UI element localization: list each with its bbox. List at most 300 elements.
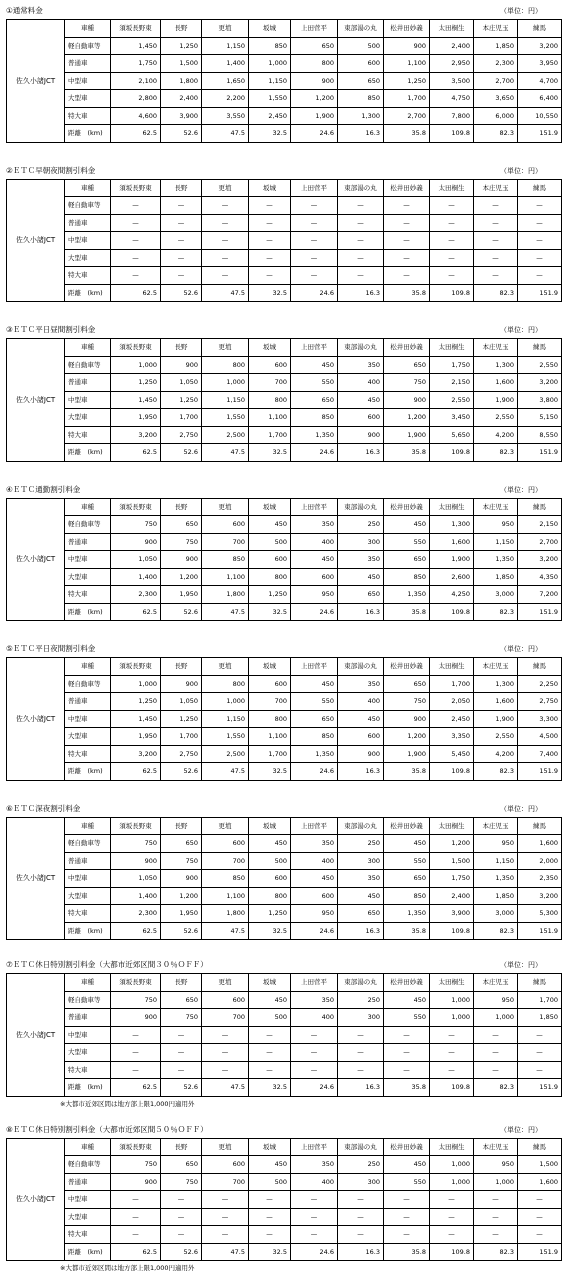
fare-cell: — (291, 1044, 338, 1062)
ic-name: 佐久小諸JCT (7, 658, 65, 781)
fare-cell: — (474, 1226, 518, 1244)
distance-cell: 32.5 (249, 284, 291, 302)
destination-header: 上田菅平 (291, 658, 338, 676)
fare-section (0, 1123, 550, 1273)
fare-cell: 2,300 (111, 905, 161, 923)
fare-cell: — (338, 249, 384, 267)
header-row (7, 1138, 562, 1156)
fare-cell: 900 (161, 870, 202, 888)
fare-cell: 2,400 (430, 37, 474, 55)
destination-header: 本庄児玉 (474, 20, 518, 38)
fare-cell: 1,700 (161, 728, 202, 746)
fare-cell: 750 (161, 1173, 202, 1191)
fare-cell: — (161, 1044, 202, 1062)
fare-cell: — (430, 1208, 474, 1226)
header-row (7, 658, 562, 676)
fare-cell: 600 (249, 551, 291, 569)
vehicle-type: 大型車 (65, 887, 111, 905)
fare-cell: 400 (291, 533, 338, 551)
distance-cell: 82.3 (474, 125, 518, 143)
ic-name: 佐久小諸JCT (7, 339, 65, 462)
fare-cell: 3,800 (518, 391, 562, 409)
destination-header: 練馬 (518, 179, 562, 197)
distance-cell: 62.5 (111, 1243, 161, 1261)
fare-cell: — (111, 1044, 161, 1062)
fare-cell: 3,200 (518, 887, 562, 905)
fare-cell: 850 (384, 568, 430, 586)
distance-cell: 109.8 (430, 444, 474, 462)
vehicle-type: 普通車 (65, 852, 111, 870)
unit-label: （単位：円） (500, 643, 542, 655)
fare-cell: 1,700 (249, 745, 291, 763)
fare-cell: 1,400 (111, 887, 161, 905)
fare-cell: 400 (291, 1173, 338, 1191)
vehicle-type: 中型車 (65, 72, 111, 90)
destination-header: 更埴 (202, 20, 249, 38)
fare-cell: 500 (249, 1173, 291, 1191)
table-row (7, 835, 562, 853)
fare-cell: 2,400 (430, 887, 474, 905)
fare-cell: 1,050 (161, 693, 202, 711)
table-row (7, 214, 562, 232)
fare-cell: — (338, 1208, 384, 1226)
fare-cell: 600 (338, 728, 384, 746)
fare-cell: 450 (291, 870, 338, 888)
ic-name: 佐久小諸JCT (7, 974, 65, 1097)
fare-cell: — (111, 1061, 161, 1079)
fare-cell: 700 (202, 533, 249, 551)
destination-header: 更埴 (202, 1138, 249, 1156)
fare-cell: 4,200 (474, 426, 518, 444)
destination-header: 太田桐生 (430, 179, 474, 197)
ic-name: 佐久小諸JCT (7, 179, 65, 302)
distance-cell: 52.6 (161, 125, 202, 143)
fare-cell: 1,100 (249, 728, 291, 746)
fare-cell: 2,550 (474, 409, 518, 427)
fare-cell: — (249, 1191, 291, 1209)
fare-section (0, 958, 550, 1109)
fare-cell: — (338, 1044, 384, 1062)
fare-cell: 1,300 (474, 356, 518, 374)
fare-cell: 1,200 (384, 728, 430, 746)
fare-cell: 1,150 (202, 710, 249, 728)
fare-cell: 900 (111, 1173, 161, 1191)
unit-label: （単位：円） (500, 484, 542, 496)
fare-cell: 1,900 (384, 426, 430, 444)
fare-cell: 7,200 (518, 586, 562, 604)
fare-cell: 950 (474, 835, 518, 853)
unit-label: （単位：円） (500, 803, 542, 815)
fare-cell: 900 (384, 37, 430, 55)
ic-name: 佐久小諸JCT (7, 817, 65, 940)
fare-cell: 450 (249, 835, 291, 853)
fare-cell: 1,250 (161, 391, 202, 409)
fare-section (0, 323, 550, 462)
fare-cell: 1,100 (202, 568, 249, 586)
fare-cell: — (249, 1044, 291, 1062)
distance-cell: 35.8 (384, 1243, 430, 1261)
destination-header: 長野 (161, 1138, 202, 1156)
fare-cell: 1,250 (161, 710, 202, 728)
fare-table (6, 1138, 562, 1262)
fare-cell: 1,700 (430, 675, 474, 693)
destination-header: 長野 (161, 20, 202, 38)
fare-cell: — (518, 232, 562, 250)
distance-cell: 52.6 (161, 763, 202, 781)
fare-cell: — (430, 267, 474, 285)
section-header (0, 483, 550, 498)
fare-cell: — (518, 214, 562, 232)
header-row (7, 817, 562, 835)
fare-cell: — (518, 1191, 562, 1209)
ic-name: 佐久小諸JCT (7, 498, 65, 621)
vehicle-type: 特大車 (65, 745, 111, 763)
fare-cell: 300 (338, 852, 384, 870)
fare-cell: 7,800 (430, 107, 474, 125)
distance-cell: 52.6 (161, 444, 202, 462)
distance-cell: 35.8 (384, 922, 430, 940)
fare-cell: 600 (338, 409, 384, 427)
fare-cell: 2,150 (518, 516, 562, 534)
table-row (7, 409, 562, 427)
fare-cell: — (474, 1191, 518, 1209)
destination-header: 練馬 (518, 658, 562, 676)
fare-cell: 2,800 (111, 90, 161, 108)
fare-cell: 950 (474, 516, 518, 534)
fare-cell: 850 (338, 90, 384, 108)
destination-header: 長野 (161, 658, 202, 676)
fare-cell: 1,950 (161, 586, 202, 604)
destination-header: 本庄児玉 (474, 974, 518, 992)
fare-cell: 800 (202, 356, 249, 374)
table-row (7, 267, 562, 285)
distance-cell: 35.8 (384, 284, 430, 302)
fare-cell: 1,100 (249, 409, 291, 427)
destination-header: 更埴 (202, 817, 249, 835)
fare-cell: 700 (202, 852, 249, 870)
table-row (7, 1156, 562, 1174)
vehicle-type-header: 車種 (65, 498, 111, 516)
fare-cell: 6,000 (474, 107, 518, 125)
fare-cell: 500 (338, 37, 384, 55)
fare-cell: 650 (291, 37, 338, 55)
vehicle-type-header: 車種 (65, 339, 111, 357)
destination-header: 上田菅平 (291, 817, 338, 835)
destination-header: 東部湯の丸 (338, 1138, 384, 1156)
vehicle-type-header: 車種 (65, 1138, 111, 1156)
fare-cell: — (474, 1026, 518, 1044)
fare-cell: — (111, 267, 161, 285)
distance-cell: 47.5 (202, 603, 249, 621)
distance-label: 距離 (km) (65, 444, 111, 462)
fare-cell: 4,600 (111, 107, 161, 125)
fare-cell: 1,600 (518, 835, 562, 853)
fare-section (0, 642, 550, 781)
fare-cell: 1,200 (161, 568, 202, 586)
destination-header: 太田桐生 (430, 817, 474, 835)
vehicle-type: 特大車 (65, 1061, 111, 1079)
destination-header: 坂城 (249, 179, 291, 197)
fare-cell: 550 (384, 533, 430, 551)
fare-cell: 1,100 (384, 55, 430, 73)
fare-cell: 950 (291, 905, 338, 923)
fare-cell: 1,950 (161, 905, 202, 923)
destination-header: 長野 (161, 179, 202, 197)
fare-cell: 2,200 (202, 90, 249, 108)
fare-cell: 750 (384, 374, 430, 392)
fare-cell: 500 (249, 533, 291, 551)
table-row (7, 1226, 562, 1244)
fare-cell: 1,350 (291, 426, 338, 444)
fare-cell: 700 (249, 693, 291, 711)
vehicle-type: 大型車 (65, 1044, 111, 1062)
fare-cell: 1,550 (249, 90, 291, 108)
fare-cell: — (202, 249, 249, 267)
distance-cell: 52.6 (161, 922, 202, 940)
destination-header: 本庄児玉 (474, 179, 518, 197)
vehicle-type: 特大車 (65, 586, 111, 604)
fare-cell: — (202, 1061, 249, 1079)
fare-cell: 1,800 (202, 586, 249, 604)
fare-cell: — (430, 214, 474, 232)
distance-cell: 32.5 (249, 922, 291, 940)
fare-cell: 1,700 (518, 991, 562, 1009)
fare-cell: — (384, 1026, 430, 1044)
fare-cell: — (430, 1226, 474, 1244)
distance-cell: 32.5 (249, 603, 291, 621)
destination-header: 東部湯の丸 (338, 974, 384, 992)
table-row (7, 249, 562, 267)
fare-cell: — (338, 1026, 384, 1044)
distance-cell: 47.5 (202, 922, 249, 940)
fare-cell: 650 (161, 991, 202, 1009)
fare-tables (0, 4, 550, 1273)
fare-cell: 1,900 (474, 710, 518, 728)
fare-cell: 450 (249, 516, 291, 534)
fare-cell: 350 (291, 835, 338, 853)
fare-cell: 1,600 (474, 374, 518, 392)
fare-cell: 450 (338, 887, 384, 905)
distance-cell: 35.8 (384, 603, 430, 621)
fare-section (0, 164, 550, 303)
fare-table (6, 657, 562, 781)
vehicle-type: 大型車 (65, 568, 111, 586)
fare-cell: 900 (291, 72, 338, 90)
destination-header: 長野 (161, 498, 202, 516)
destination-header: 更埴 (202, 974, 249, 992)
fare-cell: 3,550 (202, 107, 249, 125)
fare-cell: 2,950 (430, 55, 474, 73)
fare-cell: 600 (291, 887, 338, 905)
destination-header: 坂城 (249, 339, 291, 357)
fare-cell: 450 (384, 835, 430, 853)
fare-cell: 350 (338, 675, 384, 693)
fare-cell: — (202, 1226, 249, 1244)
fare-cell: 650 (384, 870, 430, 888)
fare-cell: 1,000 (474, 1173, 518, 1191)
fare-cell: 450 (338, 710, 384, 728)
fare-cell: 350 (338, 870, 384, 888)
fare-cell: 850 (202, 551, 249, 569)
destination-header: 長野 (161, 974, 202, 992)
fare-cell: 3,500 (430, 72, 474, 90)
fare-cell: — (291, 249, 338, 267)
fare-cell: — (518, 1061, 562, 1079)
fare-cell: — (518, 197, 562, 215)
fare-cell: 1,850 (474, 887, 518, 905)
destination-header: 本庄児玉 (474, 339, 518, 357)
fare-cell: 400 (291, 852, 338, 870)
fare-cell: 1,050 (111, 551, 161, 569)
fare-cell: 1,850 (518, 1009, 562, 1027)
fare-cell: — (384, 1044, 430, 1062)
vehicle-type: 普通車 (65, 1173, 111, 1191)
fare-cell: 1,200 (430, 835, 474, 853)
destination-header: 長野 (161, 339, 202, 357)
vehicle-type: 中型車 (65, 232, 111, 250)
fare-cell: 500 (249, 1009, 291, 1027)
fare-cell: 1,350 (291, 745, 338, 763)
fare-cell: — (291, 267, 338, 285)
unit-label: （単位：円） (500, 959, 542, 971)
distance-cell: 62.5 (111, 922, 161, 940)
fare-cell: 2,300 (111, 586, 161, 604)
fare-cell: 900 (111, 1009, 161, 1027)
fare-cell: — (384, 1208, 430, 1226)
destination-header: 須坂長野東 (111, 658, 161, 676)
fare-cell: — (249, 1061, 291, 1079)
distance-cell: 24.6 (291, 1243, 338, 1261)
vehicle-type: 普通車 (65, 1009, 111, 1027)
destination-header: 長野 (161, 817, 202, 835)
fare-cell: 1,250 (384, 72, 430, 90)
distance-cell: 16.3 (338, 603, 384, 621)
fare-cell: 1,200 (291, 90, 338, 108)
fare-cell: 1,250 (249, 905, 291, 923)
fare-cell: 400 (338, 693, 384, 711)
destination-header: 坂城 (249, 974, 291, 992)
fare-cell: 1,000 (111, 675, 161, 693)
destination-header: 松井田妙義 (384, 179, 430, 197)
fare-cell: 450 (291, 356, 338, 374)
fare-cell: — (202, 232, 249, 250)
distance-cell: 52.6 (161, 1243, 202, 1261)
section-title: ⑧ＥＴＣ休日特別割引料金（大都市近郊区間５０％ＯＦＦ） (6, 1124, 208, 1136)
fare-cell: — (338, 267, 384, 285)
table-row (7, 107, 562, 125)
fare-cell: — (161, 267, 202, 285)
table-row (7, 232, 562, 250)
fare-cell: 2,600 (430, 568, 474, 586)
fare-section (0, 483, 550, 622)
fare-cell: 1,350 (474, 870, 518, 888)
fare-cell: 650 (291, 391, 338, 409)
fare-cell: 550 (384, 852, 430, 870)
distance-cell: 47.5 (202, 1079, 249, 1097)
fare-section (0, 4, 550, 143)
footnote: ※大都市近郊区間は地方部上限1,000円適用外 (60, 1263, 550, 1273)
vehicle-type: 軽自動車等 (65, 1156, 111, 1174)
destination-header: 上田菅平 (291, 974, 338, 992)
distance-cell: 82.3 (474, 763, 518, 781)
distance-label: 距離 (km) (65, 1243, 111, 1261)
fare-cell: — (338, 1191, 384, 1209)
fare-table (6, 338, 562, 462)
destination-header: 本庄児玉 (474, 1138, 518, 1156)
fare-cell: — (474, 1208, 518, 1226)
fare-cell: 2,500 (202, 426, 249, 444)
fare-cell: 1,200 (384, 409, 430, 427)
fare-cell: — (338, 214, 384, 232)
destination-header: 練馬 (518, 498, 562, 516)
fare-cell: — (430, 249, 474, 267)
distance-cell: 151.9 (518, 603, 562, 621)
fare-cell: 650 (384, 551, 430, 569)
fare-cell: 2,700 (474, 72, 518, 90)
fare-cell: 8,550 (518, 426, 562, 444)
section-header (0, 323, 550, 338)
fare-cell: 1,450 (111, 391, 161, 409)
destination-header: 上田菅平 (291, 179, 338, 197)
fare-table (6, 973, 562, 1097)
distance-cell: 35.8 (384, 1079, 430, 1097)
destination-header: 東部湯の丸 (338, 20, 384, 38)
fare-cell: 900 (161, 551, 202, 569)
destination-header: 東部湯の丸 (338, 658, 384, 676)
table-row (7, 551, 562, 569)
vehicle-type: 特大車 (65, 267, 111, 285)
fare-cell: 1,500 (430, 852, 474, 870)
fare-cell: 450 (338, 391, 384, 409)
fare-cell: 850 (291, 728, 338, 746)
fare-cell: 450 (291, 675, 338, 693)
fare-cell: 750 (111, 991, 161, 1009)
section-header (0, 642, 550, 657)
destination-header: 松井田妙義 (384, 658, 430, 676)
distance-label: 距離 (km) (65, 603, 111, 621)
distance-cell: 16.3 (338, 284, 384, 302)
table-row (7, 356, 562, 374)
distance-cell: 47.5 (202, 444, 249, 462)
fare-cell: 1,900 (291, 107, 338, 125)
distance-cell: 52.6 (161, 1079, 202, 1097)
distance-cell: 47.5 (202, 1243, 249, 1261)
fare-cell: 550 (384, 1009, 430, 1027)
section-title: ④ＥＴＣ通勤割引料金 (6, 484, 80, 496)
fare-cell: 1,600 (474, 693, 518, 711)
section-header (0, 802, 550, 817)
fare-cell: 1,750 (111, 55, 161, 73)
fare-cell: 600 (338, 55, 384, 73)
unit-label: （単位：円） (500, 165, 542, 177)
fare-cell: — (202, 1191, 249, 1209)
fare-cell: — (291, 197, 338, 215)
fare-cell: 900 (338, 426, 384, 444)
fare-cell: — (291, 214, 338, 232)
vehicle-type: 普通車 (65, 214, 111, 232)
fare-cell: 1,850 (474, 568, 518, 586)
fare-cell: 4,250 (430, 586, 474, 604)
destination-header: 東部湯の丸 (338, 339, 384, 357)
table-row (7, 426, 562, 444)
fare-cell: 3,200 (111, 745, 161, 763)
distance-row (7, 603, 562, 621)
fare-cell: — (249, 232, 291, 250)
section-header (0, 164, 550, 179)
fare-cell: — (161, 249, 202, 267)
fare-cell: — (111, 249, 161, 267)
fare-cell: 1,000 (202, 374, 249, 392)
